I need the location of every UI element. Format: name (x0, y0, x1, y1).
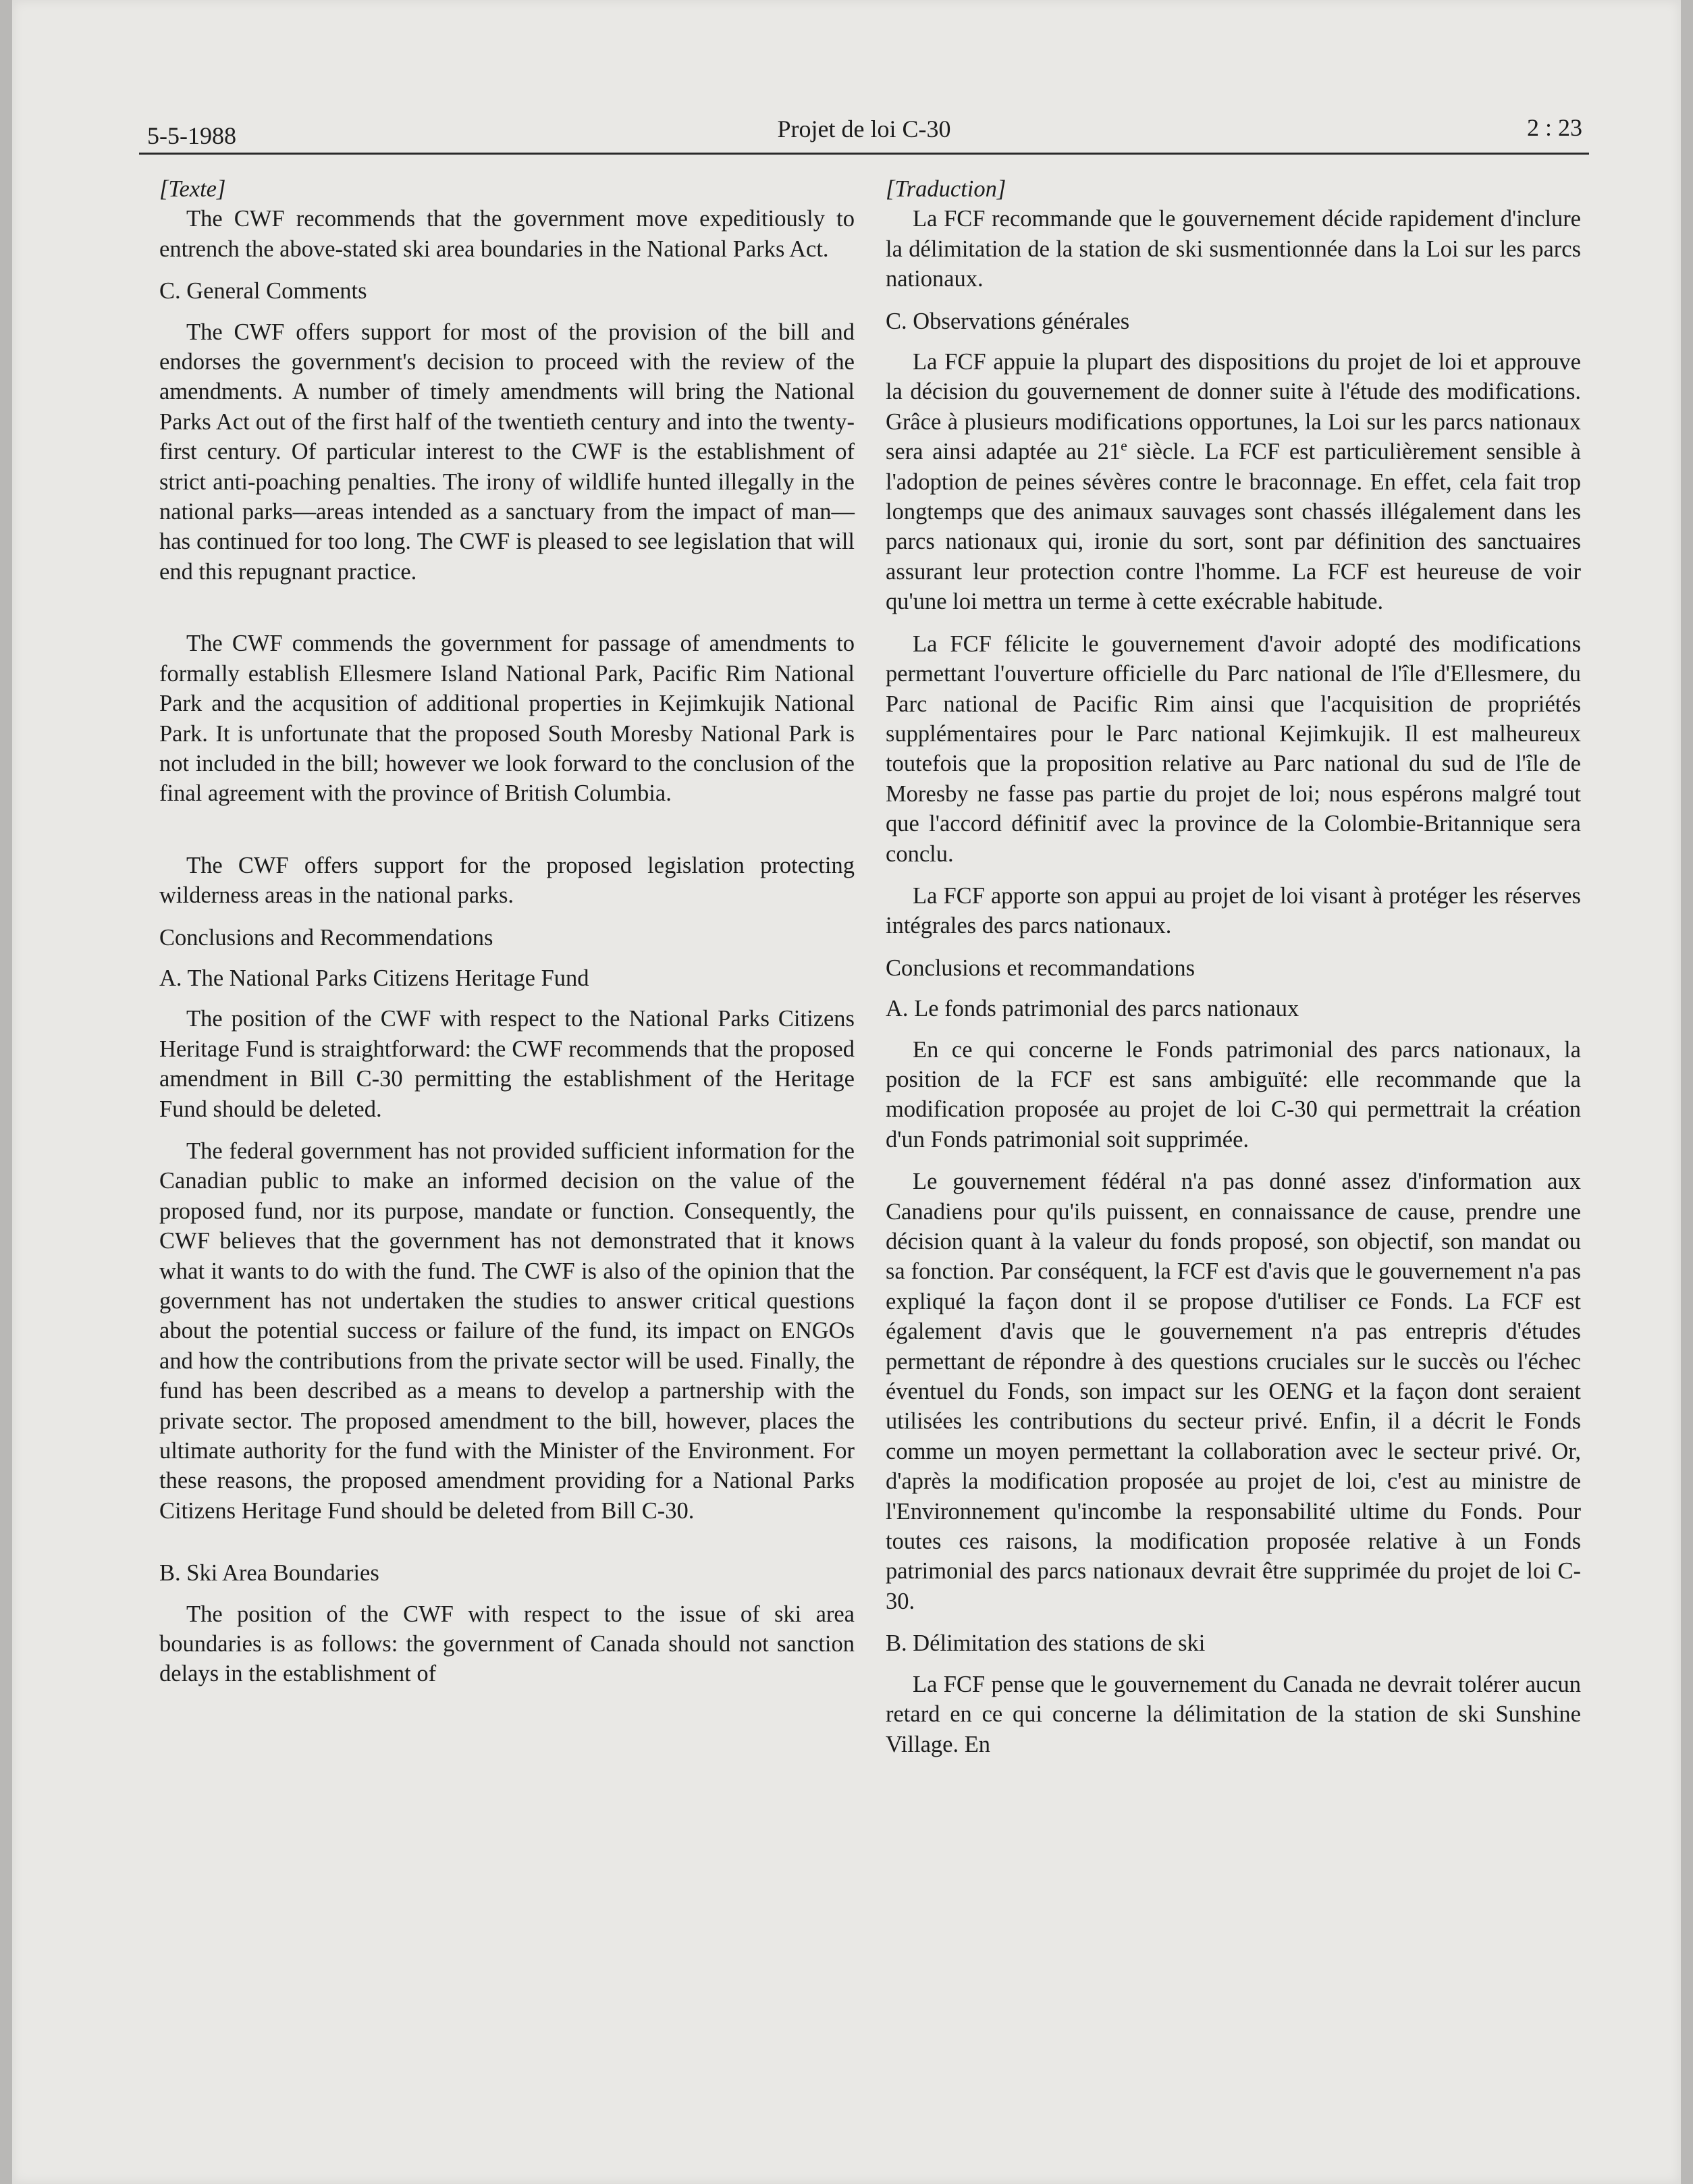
superscript: e (1121, 437, 1127, 454)
spacer (159, 1538, 855, 1554)
section-heading: B. Ski Area Boundaries (159, 1560, 379, 1587)
section-heading: B. Délimitation des stations de ski (886, 1630, 1206, 1657)
french-column (886, 174, 1581, 1772)
paragraph: Le gouvernement fédéral n'a pas donné assez d'information aux Canadiens pour qu'ils puissent, en connaissance de cause, prendre une décision quant à la valeur du fonds proposé, son objectif, son mandat ou sa fonction. Par conséquent, la FCF est d'avis que le gouvernement n'a pas expliqué la façon dont il se propose d'utiliser ce Fonds. La FCF est également d'avis que le gouvernement n'a pas entrepris d'études permettant de répondre à des questions cruciales sur le succès ou l'échec éventuel du Fonds, son impact sur les OENG et la façon dont seraient utilisées les contributions du secteur privé. Enfin, il a décrit le Fonds comme un moyen permettant la collaboration avec le secteur privé. Or, d'après la modification proposée au projet de loi, c'est au ministre de l'Environnement qu'incombe la responsabilité ultime du Fonds. Pour toutes ces raisons, la modification proposée relative à un Fonds patrimonial des parcs nationaux devrait être supprimée du projet de loi C-30. (886, 1169, 1581, 1614)
spacer (159, 821, 855, 851)
section-heading: C. General Comments (159, 278, 367, 304)
paragraph: The position of the CWF with respect to the National Parks Citizens Heritage Fund is straightforward: the CWF recommends that the proposed amendment in Bill C-30 permitting the establishment of the Heritage Fund should be deleted. (159, 1006, 855, 1122)
spacer (159, 599, 855, 629)
paragraph: The CWF commends the government for passage of amendments to formally establish Ellesmere Island National Park, Pacific Rim National Park and the acqusition of additional properties in Kejimkujik National Park. It is unfortunate that the proposed South Moresby National Park is not included in the bill; however we look forward to the conclusion of the final agreement with the province of British Columbia. (159, 631, 855, 807)
header-date: 5-5-1988 (147, 122, 236, 149)
paragraph: La FCF félicite le gouvernement d'avoir adopté des modifications permettant l'ouverture officielle du Parc national de l'île d'Ellesmere, du Parc national de Pacific Rim ainsi que l'acquisition de propriétés supplémentaires pour le Parc national Kejimkujik. Il est malheureux toutefois que la proposition relative au Parc national du sud de l'île de Moresby ne fasse pas partie du projet de loi; nous espérons malgré tout que l'accord définitif avec la province de la Colombie-Britannique sera conclu. (886, 631, 1581, 867)
paragraph: En ce qui concerne le Fonds patrimonial des parcs nationaux, la position de la FCF est sans ambiguïté: elle recommande que la modification proposée au projet de loi C-30 qui permettrait la création d'un Fonds patrimonial soit supprimée. (886, 1036, 1581, 1152)
paragraph: The position of the CWF with respect to the issue of ski area boundaries is as follows: the government of Canada should not sanction delays in the establishment of (159, 1601, 855, 1687)
paragraph: The CWF offers support for most of the provision of the bill and endorses the government's decision to proceed with the review of the amendments. A number of timely amendments will bring the National Parks Act out of the first half of the twentieth century and into the twenty-first century. Of particular interest to the CWF is the establishment of strict anti-poaching penalties. The irony of wildlife hunted illegally in the national parks—areas intended as a sanctuary from the impact of man—has continued for too long. The CWF is pleased to see legislation that will end this repugnant practice. (159, 319, 855, 585)
paragraph: La FCF apporte son appui au projet de loi visant à protéger les réserves intégrales des parcs nationaux. (886, 882, 1581, 939)
section-heading: A. The National Parks Citizens Heritage Fund (159, 965, 589, 991)
english-column (159, 174, 855, 1701)
paragraph: The federal government has not provided sufficient information for the Canadian public to make an informed decision on the value of the proposed fund, nor its purpose, mandate or function. Consequently, the CWF believes that the government has not demonstrated that it knows what it wants to do with the fund. The CWF is also of the opinion that the government has not undertaken the studies to answer critical questions about the potential success or failure of the fund, its impact on ENGOs and how the contributions from the private sector will be used. Finally, the fund has been described as a means to develop a partnership with the private sector. The proposed amendment to the bill, however, places the ultimate authority for the fund with the Minister of the Environment. For these reasons, the proposed amendment providing for a National Parks Citizens Heritage Fund should be deleted from Bill C-30. (159, 1138, 855, 1524)
document-page (12, 0, 1681, 2184)
page-header (139, 112, 1589, 155)
paragraph: La FCF recommande que le gouvernement décide rapidement d'inclure la délimitation de la station de ski susmentionnée dans la Loi sur les parcs nationaux. (886, 206, 1581, 292)
translation-label: [Traduction] (886, 176, 1006, 202)
header-page-number: 2 : 23 (1526, 114, 1582, 141)
section-heading: A. Le fonds patrimonial des parcs nationaux (886, 996, 1299, 1022)
section-heading: Conclusions et recommandations (886, 955, 1195, 981)
paragraph: The CWF offers support for the proposed legislation protecting wilderness areas in the national parks. (159, 852, 855, 909)
section-heading: Conclusions and Recommendations (159, 924, 493, 951)
paragraph-part: siècle. La FCF est particulièrement sensible à l'adoption de peines sévères contre le braconnage. En effet, cela fait trop longtemps que des animaux sauvages sont chassés illégalement dans les parcs nationaux qui, ironie du sort, sont par définition des sanctuaires assurant leur protection contre l'homme. La FCF est heureuse de voir qu'une loi mettra un terme à cette exécrable habitude. (886, 439, 1581, 615)
paragraph: The CWF recommends that the government move expeditiously to entrench the above-stated ski area boundaries in the National Parks Act. (159, 206, 855, 262)
paragraph: La FCF pense que le gouvernement du Canada ne devrait tolérer aucun retard en ce qui concerne la délimitation de la station de ski Sunshine Village. En (886, 1671, 1581, 1757)
paragraph-part: La FCF appuie la plupart des dispositions du projet de loi et approuve la décision du gouvernement de donner suite à l'étude des modifications. Grâce à plusieurs modifications opportunes, la Loi sur les parcs nationaux sera ainsi adaptée au 21 (886, 349, 1581, 465)
header-title: Projet de loi C-30 (777, 115, 951, 142)
text-label: [Texte] (159, 176, 226, 202)
section-heading: C. Observations générales (886, 308, 1130, 334)
paragraph (886, 347, 1581, 617)
